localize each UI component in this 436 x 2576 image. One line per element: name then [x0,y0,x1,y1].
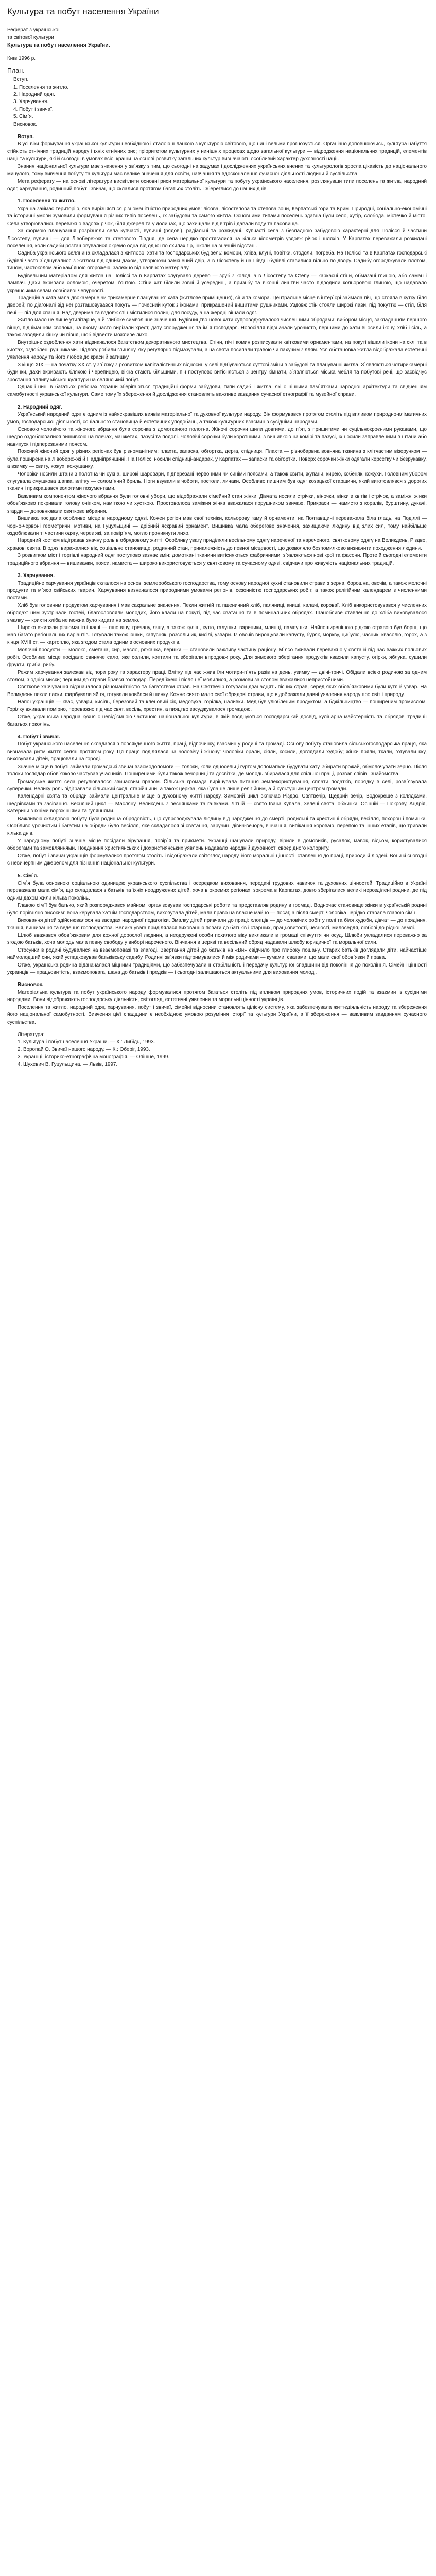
paragraph: Традиційне харчування українців склалося на основі землеробського господарства, тому основу народної кухні становили страви з зерна, борошна, овочів, а також молочні продукти та м`ясо свійських тварин. Харчування визначалося природними умовами регіонів, сезонністю господарських робіт, а також релігійним календарем з численними постами. [7,580,427,601]
intro-section [7,133,427,193]
literature-item: 4. Шухевич В. Гуцульщина. — Львів, 1997. [18,1061,118,1067]
paragraph: Громадське життя села регулювалося звичаєвим правом. Сільська громада вирішувала питання землекористування, сплати податків, порядку в селі, розв`язувала суперечки. Велику роль відігравали сільський сход, старійшини, а також церква, яка була не лише релігійним, а й культурним центром громади. [7,778,427,792]
essay-heading: Культура та побут населення України. [7,42,110,48]
paragraph: Мета реферату — на основі літератури висвітлити основні риси матеріальної культури та побуту українського населення, розглянувши типи поселень та житла, народний одяг, харчування, родинний побут і звичаї, що склалися протягом багатьох століть і збереглися до наших днів. [7,178,427,192]
paragraph: У народному побуті значне місце посідали вірування, повір`я та прикмети. Українці шанували природу, вірили в домовиків, русалок, мавок, відьом, користувалися оберегами та замовляннями. Поєднання християнських і дохристиянських уявлень надавало народній духовності своєрідного колориту. [7,838,427,852]
document-meta [7,27,427,42]
section-settlements [7,198,427,398]
plan-title: План. [7,66,25,74]
paragraph: Основою чоловічого та жіночого вбрання була сорочка з домотканого полотна. Жіночі сорочки шили довгими, до п`ят, з пришитими чи суцільнокроєними рукавами, що щедро оздоблювалися вишивкою на плечах, манжетах, пазусі та подолі. Чоловічі сорочки були коротшими, з вишивкою на комірі та пазусі, їх носили заправленими в штани або навипуск і підперезаними поясом. [7,427,427,447]
paragraph: Режим харчування залежав від пори року та характеру праці. Влітку під час жнив їли чотири-п`ять разів на день, узимку — двічі-тричі. Обідали всією родиною за одним столом, з однієї миски; першим до страви брався господар. Перед їжею і після неї молилися, а розмови за столом вважалися непристойними. [7,669,427,683]
literature-title: Література: [18,1032,45,1038]
plan-item: 3. Харчування. [13,99,49,105]
section-title: Вступ. [18,134,34,140]
paragraph: Однак і нині в багатьох регіонах України зберігаються традиційні форми забудови, типи садиб і житла, які є цінними пам`ятками народної архітектури та свідченням самобутності української культури. Саме тому їх збереження й дослідження становлять важливе завдання сучасної етнографії та музейної справи. [7,384,427,398]
paragraph: Святкове харчування відзначалося різноманітністю та багатством страв. На Святвечір готували дванадцять пісних страв, серед яких обов`язковими були кутя й узвар. На Великдень пекли паски, фарбували яйця, готували ковбаси й шинку. Кожне свято мало свої обрядові страви, що відображали давні уявлення народу про світ і природу. [7,684,427,698]
paragraph: Побут українського населення складався з повсякденного життя, праці, відпочинку, взаємин у родині та громаді. Основу побуту становила сільськогосподарська праця, яка визначала ритм життя селян протягом року. Ця праця поділялася на чоловічу і жіночу: чоловіки орали, сіяли, косили, доглядали худобу; жінки пряли, ткали, готували їжу, виховували дітей, працювали на городі. [7,741,427,762]
paragraph: Широко вживали різноманітні каші — пшоняну, гречану, ячну, а також куліш, кутю, галушки, вареники, млинці, пампушки. Найпоширенішою рідкою стравою був борщ, що мав багато регіональних варіантів. Готували також юшки, капусняк, розсольник, кисілі, узвари. Із овочів вирощували капусту, буряк, моркву, цибулю, часник, квасолю, горох, а з кінця XVIII ст. — картоплю, яка згодом стала одним з основних продуктів. [7,625,427,646]
paragraph: Україна займає територію, яка вирізняється різноманітністю природних умов: лісова, лісостепова та степова зони, Карпатські гори та Крим. Природні, соціально-економічні та історичні умови зумовили формування різних типів поселень, їх забудови та самого житла. Основними типами поселень здавна були село, хутір, слобода, містечко й місто. Села утворювались переважно вздовж річок, біля джерел та у долинах, що захищали від вітрів і давали воду та пасовища. [7,206,427,227]
paragraph: Вишивка посідала особливе місце в народному одязі. Кожен регіон мав свої техніки, кольорову гаму й орнаменти: на Полтавщині переважала біла гладь, на Поділлі — чорно-червоні геометричні мотиви, на Гуцульщині — дрібний яскравий орнамент. Вишивка мала оберегове значення, захищаючи людину від злих сил, тому найбільше оздоблювали ті частини одягу, через які, за повір`ям, могло проникнути лихо. [7,516,427,536]
section-title: 2. Народний одяг. [18,404,62,410]
section-title: 5. Сім`я. [18,873,38,879]
paragraph: Стосунки в родині будувалися на взаємоповазі та злагоді. Звертання дітей до батьків на «Ви» свідчило про глибоку пошану. Старих батьків доглядали діти, найчастіше наймолодший син, який успадковував батьківську садибу. Родинні зв`язки підтримувалися й між родичами — кумами, сватами, що мали свої обов`язки й права. [7,947,427,961]
plan-item: 5. Сім`я. [13,114,33,120]
paragraph: Народний костюм відігравав значну роль в обрядовому житті. Особливу увагу приділяли весільному одягу нареченої та нареченого, святковому одягу на Великдень, Різдво, храмові свята. В одязі виражалися вік, соціальне становище, родинний стан, приналежність до певної місцевості, що дозволяло безпомилково визначити походження людини. [7,538,427,551]
paragraph: Знання національної культури має значення у зв`язку з тим, що сьогодні на задумах і дослідженнях українських вчених та культурологів зросла цікавість до національного минулого, тому вивчення побуту та культури має велике значення для освіти, навчання та вдосконалення сучасної діяльності людини й суспільства. [7,163,427,177]
literature-section [7,1031,427,1069]
section-food [7,572,427,728]
paragraph: Хліб був головним продуктом харчування і мав сакральне значення. Пекли житній та пшеничний хліб, паляниці, книші, калачі, короваї. Хліб використовувався у численних обрядах: ним зустрічали гостей, благословляли молодих, його клали на покуті, під час сватання та в поминальних обрядах. Шанобливе ставлення до хліба виховувалося змалку — крихти хліба не можна було кидати на землю. [7,602,427,623]
paragraph: Важливим компонентом жіночого вбрання були головні убори, що відображали сімейний стан жінки. Дівчата носили стрічки, віночки, вінки з квітів і стрічок, а заміжні жінки обов`язково покривали голову очіпком, наміткою чи хусткою. Простоволоса заміжня жінка вважалася порушником звичаю. Прикраси — намисто з коралів, бурштину, дукачі, згарди — доповнювали святкове вбрання. [7,493,427,514]
section-title: 1. Поселення та житло. [18,198,76,205]
plan-item: 4. Побут і звичаї. [13,106,54,112]
paragraph: Поясний жіночий одяг у різних регіонах був різноманітним: плахта, запаска, обгортка, дерга, спідниця. Плахта — різнобарвна вовняна тканина з клітчастим візерунком — була поширена на Лівобережжі й Наддніпрянщині. На Поліссі носили спідниці-андарак, у Карпатах — запаски та обгортки. Поверх сорочки жінки одягали керсетку чи безрукавку, а взимку — свиту, кожух, кожушанку. [7,449,427,470]
literature-item: 3. Українці: історико-етнографічна монографія. — Опішне, 1999. [18,1054,170,1060]
paragraph: Український народний одяг є одним із найяскравіших виявів матеріальної та духовної культури народу. Він формувався протягом століть під впливом природно-кліматичних умов, господарської діяльності, соціального становища й естетичних уподобань, а також культурних взаємин з сусідніми народами. [7,412,427,425]
plan-item: 1. Поселення та житло. [13,84,69,90]
document-title: Культура та побут населення України [7,7,159,16]
literature-item: 2. Воропай О. Звичаї нашого народу. — К.: Оберіг, 1993. [18,1046,150,1053]
paragraph: З розвитком міст і торгівлі народний одяг поступово зазнає змін: домоткані тканини витісняються фабричними, з`являються нові крої та фасони. Проте й сьогодні елементи традиційного вбрання — вишиванки, пояси, намиста — широко використовуються у святковому та сучасному одязі, свідчачи про живучість національних традицій. [7,553,427,566]
paragraph: В усі віки формування української культури необхідною і сталою її ланкою з культурою світовою, що нині вельми прогнозується. Органічно доповнюючись, культура набуття стійкість етнічних традицій народу і їхніх етнічних рис; пріоритетом культурних у нинішніх процесах щодо загальної культури — відродження національних традицій, елементів нації та культури, які й сьогодні в умовах всієї країни на основі розвитку загальних культур визначають особливий характер духовності нації. [7,141,427,162]
paragraph: Молочні продукти — молоко, сметана, сир, масло, ряжанка, вершки — становили важливу частину раціону. М`ясо вживали переважно у свята й під час важких польових робіт. Особливе місце посідало свиняче сало, яке солили, коптили та зберігали впродовж року. Для зимового зберігання продуктів квасили капусту, огірки, яблука, сушили фрукти, гриби, рибу. [7,647,427,668]
place-date: Київ 1996 р. [7,56,36,62]
section-title: 4. Побут і звичаї. [18,734,60,740]
paragraph: Важливою складовою побуту була родинна обрядовість, що супроводжувала людину від народження до смерті: родильні та хрестинні обряди, весілля, похорон і поминки. Особливо урочистим і багатим на обряди було весілля, яке складалося зі сватання, заручин, дівич-вечора, вінчання, випікання короваю, перепою та інших етапів, що тривали кілька днів. [7,816,427,837]
paragraph: Виховання дітей здійснювалося на засадах народної педагогіки. Змалку дітей привчали до праці: хлопців — до чоловічих робіт у полі та біля худоби, дівчат — до прядіння, ткання, вишивання та ведення господарства. Велика увага приділялася вихованню поваги до батьків і старших, працьовитості, чесності, милосердя, любові до рідної землі. [7,918,427,931]
paragraph: Внутрішнє оздоблення хати відзначалося багатством декоративного мистецтва. Стіни, піч і комин розписували квітковими орнаментами, на покуті вішали ікони на склі та в киотах, оздоблені рушниками. Підлогу робили глиняну, яку регулярно підмазували, а на свята посипали травою чи пахучим зіллям. Уся обстановка житла відображала естетичні уявлення народу та його любов до краси й затишку. [7,340,427,361]
paragraph: Традиційна хата мала двокамерне чи трикамерне планування: хата (житлове приміщення), сіни та комора. Центральне місце в інтер`єрі займала піч, що стояла в кутку біля дверей; по діагоналі від неї розташовувався покуть — почесний куток з іконами, прикрашений вишитими рушниками. Уздовж стін стояли широкі лави, під покуттю — стіл, біля печі — піл для спання. Над дверима та вздовж стін містилися полиці для посуду, а на жердці вішали одяг. [7,295,427,316]
paragraph: Шлюб вважався обов`язковим для кожної дорослої людини, а неодружені особи похилого віку викликали в громаді співчуття чи осуд. Шлюби укладалися переважно за згодою батьків, хоча молодь мала певну свободу у виборі нареченого. Вінчання в церкві та весільний обряд надавали шлюбу юридичної та моральної сили. [7,932,427,946]
section-clothing [7,404,427,567]
plan-item: Вступ. [13,77,29,83]
paragraph: Чоловіки носили штани з полотна чи сукна, широкі шаровари, підперезані червоними чи синіми поясами, а також свити, жупани, кирею, кобеняк, кожухи. Головним убором слугувала смушкова шапка, влітку — солом`яний бриль. Ноги взували в чоботи, постоли, личаки. Особливо пишним був одяг козацької старшини, який виготовлявся з дорогих тканин і прикрашався золотими позументами. [7,471,427,492]
conclusion-section [7,981,427,1026]
paragraph: Напої українців — квас, узвари, кисіль, березовий та кленовий сік, медовуха, горілка, наливки. Мед був улюбленим продуктом, а бджільництво — поширеним промислом. Горілку вживали помірно, переважно під час свят, весіль, хрестин, а пияцтво засуджувалося громадою. [7,699,427,713]
plan-item: Висновок. [13,121,37,127]
paragraph: Значне місце в побуті займали громадські звичаї взаємодопомоги — толоки, коли односельці гуртом допомагали будувати хату, збирати врожай, обмолочувати зерно. Після толоки господар обов`язково частував учасників. Поширеними були також вечорниці та досвітки, де молодь збиралася для спільної праці, розваг, співів і знайомства. [7,764,427,777]
paragraph: Отже, українська народна кухня є невід`ємною частиною національної культури, в якій поєднуються господарський досвід, кулінарна майстерність та обрядові традиції багатьох поколінь. [7,714,427,727]
literature-item: 1. Культура і побут населення України. — К.: Либідь, 1993. [18,1039,155,1045]
paragraph: За формою планування розрізняли села купчасті, вуличні (рядові), радіальні та розкидані. Купчасті села з безладною забудовою характерні для Полісся й частини Лісостепу, вуличні — для Лівобережжя та степового Півдня, де села нерідко простягалися на кілька кілометрів уздовж річок і шляхів. У Карпатах переважали розкидані поселення, коли садиби розташовувалися окремо одна від одної по схилах гір, інколи на значній відстані. [7,228,427,249]
meta-line: Реферат з української [7,27,60,33]
paragraph: Главою сім`ї був батько, який розпоряджався майном, організовував господарські роботи та представляв родину в громаді. Водночас становище жінки в українській родині було порівняно високим: вона керувала хатнім господарством, виховувала дітей, мала право на власне майно — посаг, а після смерті чоловіка нерідко ставала главою сім`ї. [7,903,427,916]
meta-line: та світової культури [7,35,54,41]
paragraph: Отже, українська родина відзначалася міцними традиціями, що забезпечували її стабільність і передачу культурної спадщини від покоління до покоління. Сімейні цінності українців — працьовитість, взаємоповага, шана до батьків і предків — і сьогодні залишаються актуальними для виховання молоді. [7,962,427,976]
section-family [7,873,427,977]
paragraph: Календарні свята та обряди займали центральне місце в духовному житті народу. Зимовий цикл включав Різдво, Святвечір, Щедрий вечір, Водохреще з колядками, щедрівками та засівання. Весняний цикл — Масляну, Великдень з веснянками та гаївками. Літній — свято Івана Купала, Зелені свята, обжинки. Осінній — Покрову, Андрія, Катерини з їхніми ворожіннями та гуляннями. [7,793,427,815]
document-page [0,0,436,1069]
plan [7,67,427,128]
paragraph: Сім`я була основною соціальною одиницею українського суспільства і осередком виховання, передачі трудових навичок та духовних цінностей. Традиційно в Україні переважала мала сім`я, що складалася з батьків та їхніх неодружених дітей, хоча в окремих регіонах, зокрема в Карпатах, довго зберігалися великі нерозділені родини, де під одним дахом жили кілька поколінь. [7,880,427,901]
section-customs [7,734,427,868]
paragraph: Будівельним матеріалом для житла на Поліссі та в Карпатах слугувало дерево — зруб з колод, а в Лісостепу та Степу — каркасні стіни, обмазані глиною, або саман і лампач. Дахи вкривали соломою, очеретом, ґонтою. Стіни хат білили зовні й усередині, а призьбу та віконні лиштви часто підводили кольоровою глиною, що надавало українським селам особливої чепурності. [7,273,427,294]
paragraph: Отже, побут і звичаї українців формувалися протягом століть і відображали світогляд народу, його моральні цінності, ставлення до праці, природи й людей. Вони й сьогодні є невичерпним джерелом для пізнання національної культури. [7,853,427,867]
paragraph: Поселення та житло, народний одяг, харчування, побут і звичаї, сімейні відносини становлять цілісну систему, яка забезпечувала життєдіяльність народу та збереження його національної самобутності. Вивчення цієї спадщини є необхідною умовою розуміння історії та культури України, а її збереження — важливим завданням сучасного суспільства. [7,1004,427,1025]
section-title: Висновок. [18,982,44,988]
paragraph: Садиба українського селянина складалася з житлової хати та господарських будівель: комори, хліва, клуні, повітки, стодоли, погреба. На Поліссі та в Карпатах господарські будівлі часто з`єднувалися з житлом під одним дахом, утворюючи замкнений двір, а в Лісостепу й на Півдні будівлі ставилися вільно по двору. Садибу огороджували плотом, тином, частоколом або кам`яною огорожею, залежно від наявного матеріалу. [7,250,427,272]
plan-item: 2. Народний одяг. [13,91,55,97]
paragraph: Матеріальна культура та побут українського народу формувалися протягом багатьох століть під впливом природних умов, історичних подій та взаємин із сусідніми народами. Вони відображають господарську діяльність, світогляд, естетичні уявлення та моральні цінності українців. [7,989,427,1003]
section-title: 3. Харчування. [18,573,55,579]
paragraph: З кінця XIX — на початку XX ст. у зв`язку з розвитком капіталістичних відносин у селі відбуваються суттєві зміни в забудові та плануванні житла. З`являються чотирикамерні будинки, дахи вкривають бляхою і черепицею, вікна стають більшими, піч поступово витісняється з центру кімнати, з`являються міська мебля та побутові речі, що засвідчує зростання впливу міської культури на селянський побут. [7,362,427,383]
paragraph: Житло мало не лише утилітарне, а й глибоке символічне значення. Будівництво нової хати супроводжувалося численними обрядами: вибором місця, закладанням першого вінця, підніманням сволока, на якому часто вирізали хрест, дату спорудження та ім`я господаря. Новосілля відзначали урочисто, першими до хати вносили ікону, хліб і сіль, а також заводили кішку чи півня, щоб відвести можливе лихо. [7,317,427,338]
